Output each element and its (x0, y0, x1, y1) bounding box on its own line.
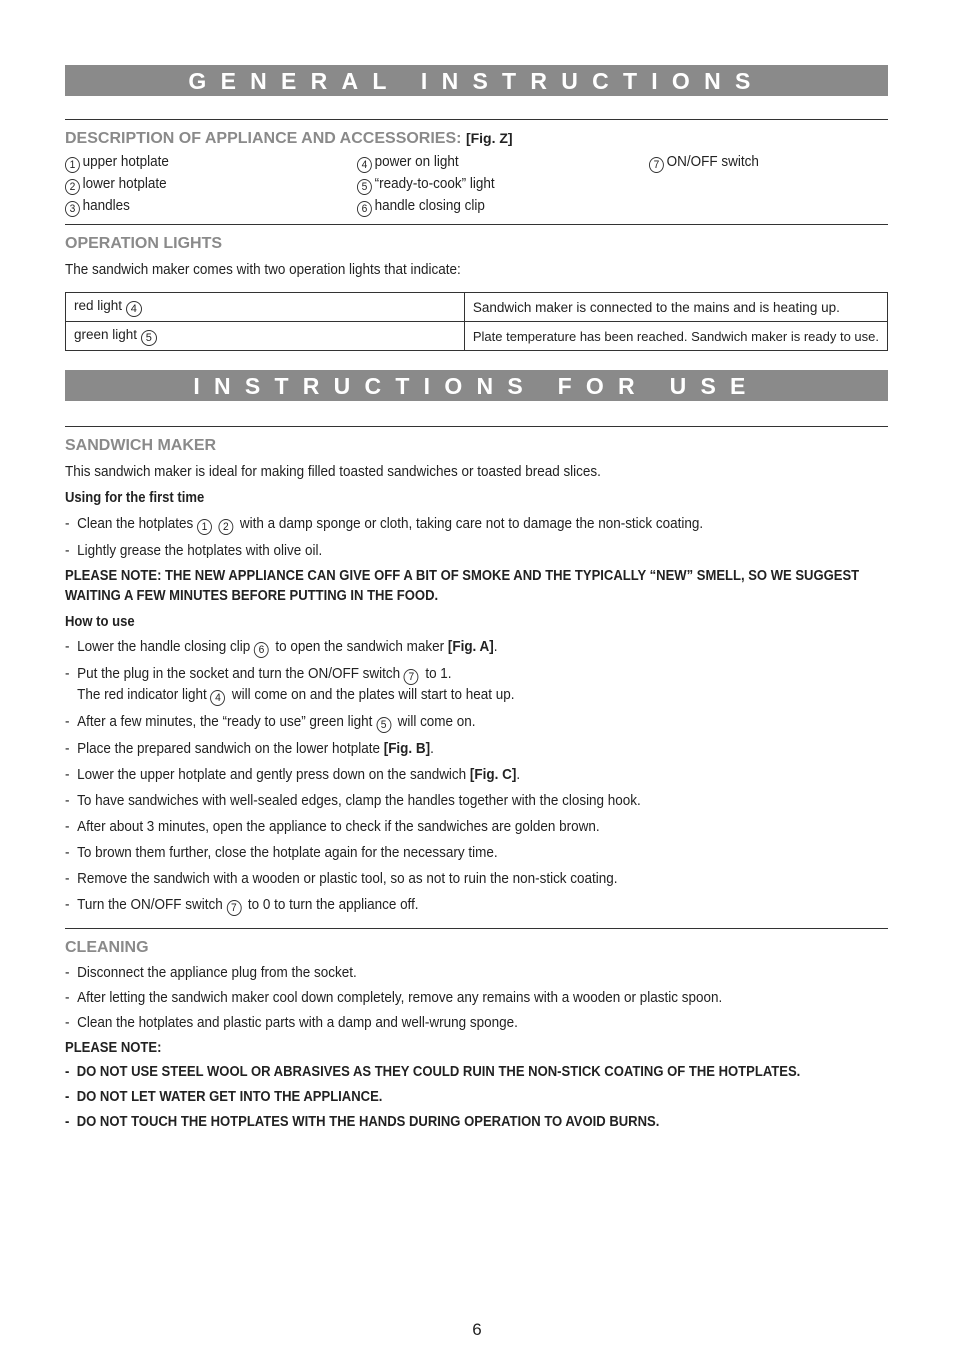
fig-z-ref: [Fig. Z] (465, 130, 513, 146)
light-name-cell: green light 5 (66, 322, 465, 351)
number-badge: 7 (404, 669, 419, 685)
parts-column-1 (65, 151, 357, 217)
part-item: 5 “ready-to-cook” light (357, 173, 629, 195)
part-item: 3 handles (65, 195, 337, 217)
cleaning-title: CLEANING (65, 939, 149, 956)
part-item: 2 lower hotplate (65, 173, 337, 195)
number-badge: 4 (357, 157, 372, 173)
list-item: - After letting the sandwich maker cool down completely, remove any remains with a wooden or plastic spoon. (65, 988, 830, 1008)
list-item: - Put the plug in the socket and turn the ON/OFF switch 7 to 1. The red indicator light 4 will come on and the plates will start to heat up. (65, 664, 830, 706)
number-badge: 6 (254, 642, 269, 658)
light-description-cell: Sandwich maker is connected to the mains and is heating up. (464, 293, 887, 322)
list-item: - To have sandwiches with well-sealed edges, clamp the handles together with the closing hook. (65, 791, 830, 811)
sandwich-maker-intro: This sandwich maker is ideal for making filled toasted sandwiches or toasted bread slices. (65, 464, 601, 480)
parts-column-3 (649, 151, 941, 217)
number-badge: 4 (126, 301, 142, 317)
divider (65, 426, 888, 427)
part-item: 1 upper hotplate (65, 151, 337, 173)
operation-lights-intro: The sandwich maker comes with two operation lights that indicate: (65, 262, 461, 278)
parts-list (65, 151, 941, 217)
list-item: - Lower the upper hotplate and gently press down on the sandwich [Fig. C]. (65, 765, 830, 785)
list-item: - Clean the hotplates and plastic parts with a damp and well-wrung sponge. (65, 1013, 830, 1033)
list-item: - After about 3 minutes, open the appliance to check if the sandwiches are golden brown. (65, 817, 830, 837)
divider (65, 119, 888, 120)
light-name-cell: red light 4 (66, 293, 465, 322)
number-badge: 5 (357, 179, 372, 195)
light-description-cell: Plate temperature has been reached. Sandwich maker is ready to use. (464, 322, 887, 351)
list-item: - After a few minutes, the “ready to use” green light 5 will come on. (65, 712, 830, 733)
list-item: - Turn the ON/OFF switch 7 to 0 to turn the appliance off. (65, 895, 830, 916)
cleaning-list (65, 963, 888, 1038)
part-item: 4 power on light (357, 151, 629, 173)
how-to-use-title: How to use (65, 614, 135, 630)
part-item: 6 handle closing clip (357, 195, 629, 217)
list-item: - Lower the handle closing clip 6 to open the sandwich maker [Fig. A]. (65, 637, 830, 658)
list-item: - Disconnect the appliance plug from the socket. (65, 963, 830, 983)
warning-item: - DO NOT LET WATER GET INTO THE APPLIANCE. (65, 1087, 806, 1107)
table-row (66, 322, 888, 351)
description-title: DESCRIPTION OF APPLIANCE AND ACCESSORIES: (65, 130, 462, 147)
operation-lights-title: OPERATION LIGHTS (65, 235, 223, 252)
number-badge: 1 (65, 157, 80, 173)
number-badge: 2 (218, 519, 233, 535)
number-badge: 1 (197, 519, 212, 535)
number-badge: 7 (226, 900, 241, 916)
divider (65, 224, 888, 225)
table-row (66, 293, 888, 322)
number-badge: 3 (65, 201, 80, 217)
number-badge: 5 (376, 717, 391, 733)
list-item: - Clean the hotplates 1 2 with a damp sponge or cloth, taking care not to damage the non-stick coating. (65, 514, 830, 535)
number-badge: 2 (65, 179, 80, 195)
cleaning-warnings (65, 1062, 888, 1137)
sandwich-maker-title: SANDWICH MAKER (65, 437, 217, 454)
divider (65, 928, 888, 929)
first-time-title: Using for the first time (65, 490, 205, 506)
warning-item: - DO NOT USE STEEL WOOL OR ABRASIVES AS THEY COULD RUIN THE NON-STICK COATING OF THE HOTPLATES. (65, 1062, 806, 1082)
page-number: 6 (472, 1320, 482, 1339)
how-to-use-list (65, 637, 888, 922)
first-time-list (65, 514, 888, 567)
parts-column-2 (357, 151, 649, 217)
list-item: - Lightly grease the hotplates with olive oil. (65, 541, 830, 561)
number-badge: 5 (141, 330, 157, 346)
first-use-note: PLEASE NOTE: THE NEW APPLIANCE CAN GIVE OFF A BIT OF SMOKE AND THE TYPICALLY “NEW” SMELL, SO WE SUGGEST WAITING A FEW MINUTES BEFORE PUTTING IN THE FOOD. (65, 568, 860, 604)
number-badge: 6 (357, 201, 372, 217)
number-badge: 7 (649, 157, 664, 173)
warning-item: - DO NOT TOUCH THE HOTPLATES WITH THE HANDS DURING OPERATION TO AVOID BURNS. (65, 1112, 806, 1132)
instructions-for-use-banner: INSTRUCTIONS FOR USE (65, 370, 888, 401)
cleaning-note-title: PLEASE NOTE: (65, 1040, 162, 1056)
list-item: - Place the prepared sandwich on the lower hotplate [Fig. B]. (65, 739, 830, 759)
list-item: - Remove the sandwich with a wooden or plastic tool, so as not to ruin the non-stick coating. (65, 869, 830, 889)
list-item: - To brown them further, close the hotplate again for the necessary time. (65, 843, 830, 863)
description-heading (65, 130, 513, 148)
general-instructions-banner: GENERAL INSTRUCTIONS (65, 65, 888, 96)
operation-lights-table (65, 292, 888, 351)
number-badge: 4 (211, 690, 226, 706)
part-item: 7 ON/OFF switch (649, 151, 921, 173)
